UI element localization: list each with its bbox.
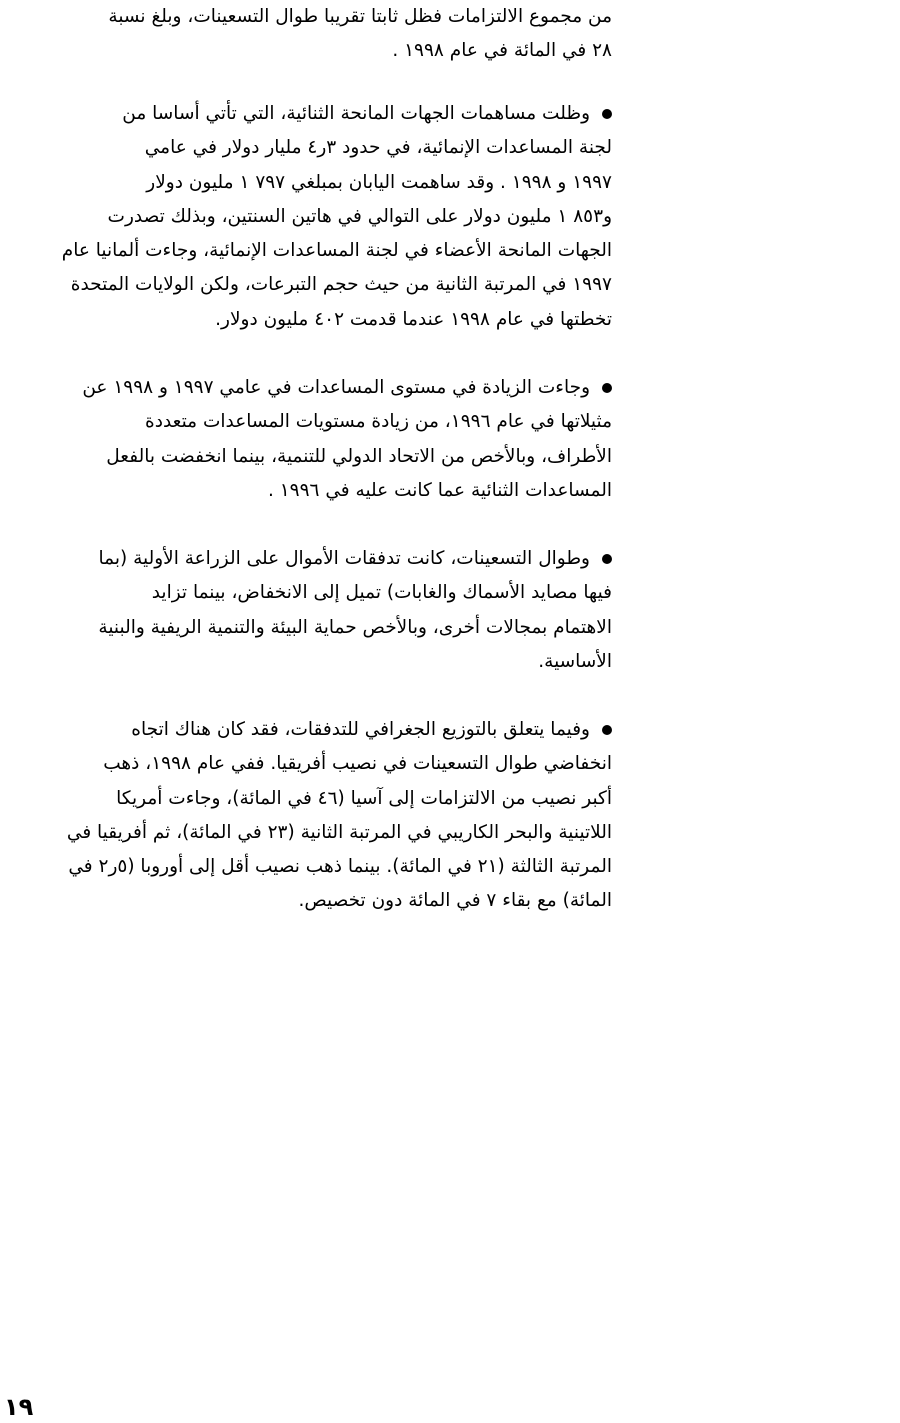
paragraph-line: [0, 371, 612, 405]
paragraph-line: من مجموع الالتزامات فظل ثابتا تقريبا طوال التسعينات، وبلغ نسبة: [108, 6, 612, 27]
paragraph-3: [0, 371, 612, 508]
paragraph-line: [0, 713, 612, 747]
paragraph-line-text: وجاءت الزيادة في مستوى المساعدات في عامي ١٩٩٧ و ١٩٩٨ عن: [82, 377, 590, 398]
paragraph-line: [0, 97, 612, 131]
paragraph-line: مثيلاتها في عام ١٩٩٦، من زيادة مستويات المساعدات متعددة: [145, 411, 612, 433]
paragraph-line: الجهات المانحة الأعضاء في لجنة المساعدات الإنمائية، وجاءت ألمانيا عام: [61, 240, 612, 262]
paragraph-line: الأطراف، وبالأخص من الاتحاد الدولي للتنمية، بينما انخفضت بالفعل: [106, 445, 612, 467]
paragraph-line: اللاتينية والبحر الكاريبي في المرتبة الثانية (٢٣ في المائة)، ثم أفريقيا في: [66, 821, 612, 843]
paragraph-line: انخفاضي طوال التسعينات في نصيب أفريقيا. ففي عام ١٩٩٨، ذهب: [103, 753, 612, 775]
bullet-icon: [602, 554, 612, 564]
page-number: ١٩: [4, 1393, 34, 1421]
paragraph-line: المائة) مع بقاء ٧ في المائة دون تخصيص.: [298, 890, 612, 912]
paragraph-line: فيها مصايد الأسماك والغابات) تميل إلى الانخفاض، بينما تزايد: [151, 582, 612, 604]
paragraph-5: [0, 713, 612, 919]
paragraph-line: الأساسية.: [538, 650, 612, 672]
paragraph-line: المساعدات الثنائية عما كانت عليه في ١٩٩٦ .: [267, 479, 612, 501]
paragraph-line: تخطتها في عام ١٩٩٨ عندما قدمت ٤٠٢ مليون دولار.: [215, 308, 612, 330]
paragraph-line-text: وطوال التسعينات، كانت تدفقات الأموال على الزراعة الأولية (بما: [98, 548, 590, 569]
paragraph-2: [0, 97, 612, 337]
paragraph-line: ١٩٩٧ في المرتبة الثانية من حيث حجم التبرعات، ولكن الولايات المتحدة: [70, 274, 612, 296]
paragraph-line: الاهتمام بمجالات أخرى، وبالأخص حماية البيئة والتنمية الريفية والبنية: [98, 616, 612, 638]
paragraph-line: ٢٨ في المائة في عام ١٩٩٨ .: [392, 40, 612, 62]
bullet-icon: [602, 109, 612, 119]
paragraph-line: ١٩٩٧ و ١٩٩٨ . وقد ساهمت اليابان بمبلغي ٧٩٧ ١ مليون دولار: [146, 171, 612, 193]
bullet-icon: [602, 725, 612, 735]
paragraph-line: [0, 542, 612, 576]
paragraph-4: [0, 542, 612, 679]
paragraph-1: [0, 0, 612, 69]
paragraph-line: أكبر نصيب من الالتزامات إلى آسيا (٤٦ في المائة)، وجاءت أمريكا: [116, 787, 612, 809]
paragraph-line: المرتبة الثالثة (٢١ في المائة). بينما ذهب نصيب أقل إلى أوروبا (٥ر٢ في: [68, 856, 612, 878]
paragraph-line: و٨٥٣ ١ مليون دولار على التوالي في هاتين السنتين، وبذلك تصدرت: [107, 205, 612, 227]
bullet-icon: [602, 383, 612, 393]
paragraph-line-text: وظلت مساهمات الجهات المانحة الثنائية، التي تأتي أساسا من: [122, 103, 590, 124]
paragraph-line: لجنة المساعدات الإنمائية، في حدود ٣ر٤ مليار دولار في عامي: [144, 137, 612, 159]
paragraph-line-text: وفيما يتعلق بالتوزيع الجغرافي للتدفقات، فقد كان هناك اتجاه: [131, 719, 590, 740]
